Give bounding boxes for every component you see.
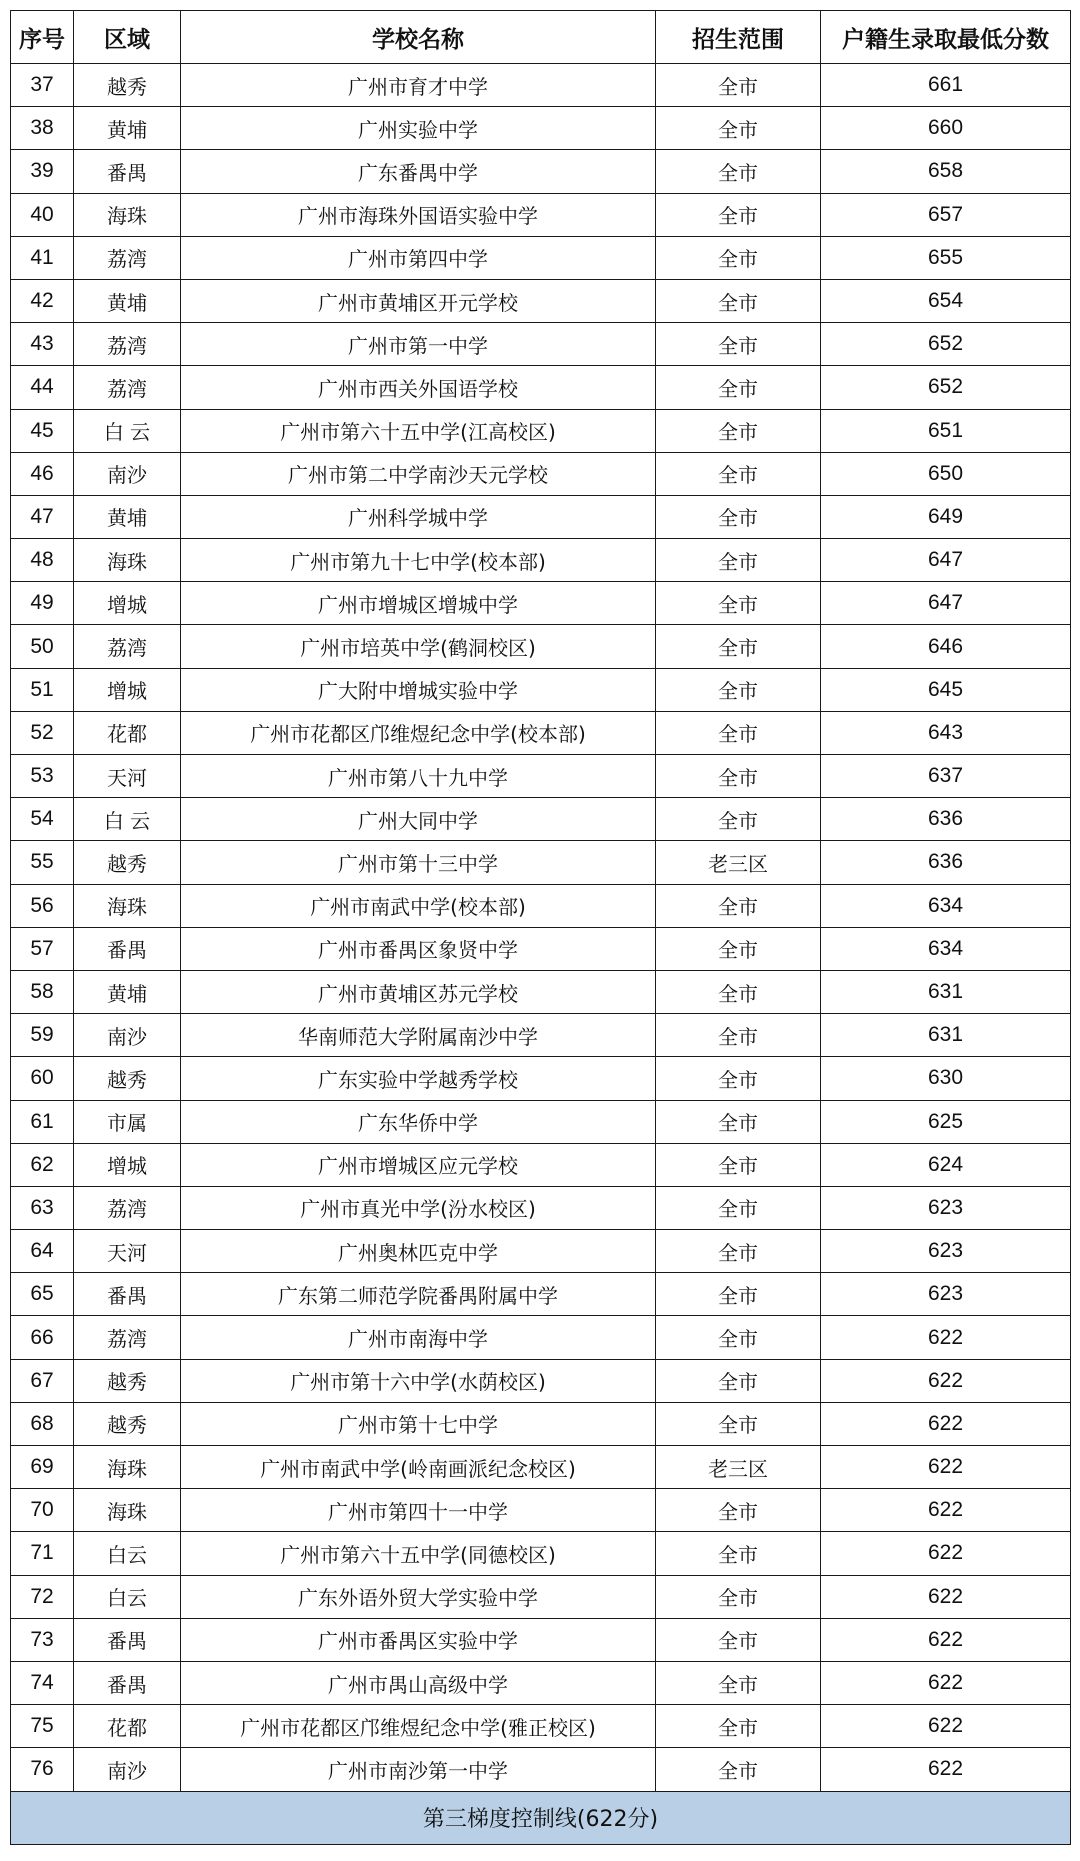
- row-school-name: 广州市增城区应元学校: [181, 1143, 656, 1186]
- row-min-score: 622: [821, 1532, 1071, 1575]
- row-school-name: 广州奥林匹克中学: [181, 1230, 656, 1273]
- row-enrollment-scope: 全市: [656, 1316, 821, 1359]
- row-enrollment-scope: 老三区: [656, 841, 821, 884]
- row-school-name: 广州市禺山高级中学: [181, 1661, 656, 1704]
- row-min-score: 646: [821, 625, 1071, 668]
- row-index: 41: [11, 236, 74, 279]
- row-index: 47: [11, 495, 74, 538]
- row-enrollment-scope: 全市: [656, 1100, 821, 1143]
- row-min-score: 660: [821, 107, 1071, 150]
- row-index: 55: [11, 841, 74, 884]
- row-district: 花都: [74, 1705, 181, 1748]
- row-school-name: 广东番禺中学: [181, 150, 656, 193]
- row-school-name: 广东华侨中学: [181, 1100, 656, 1143]
- row-enrollment-scope: 全市: [656, 798, 821, 841]
- row-school-name: 广州市南沙第一中学: [181, 1748, 656, 1791]
- row-enrollment-scope: 全市: [656, 625, 821, 668]
- row-school-name: 广州市南武中学(岭南画派纪念校区): [181, 1446, 656, 1489]
- table-row: [11, 495, 1071, 538]
- row-enrollment-scope: 全市: [656, 1748, 821, 1791]
- row-index: 60: [11, 1057, 74, 1100]
- row-min-score: 622: [821, 1748, 1071, 1791]
- row-school-name: 广州市第十七中学: [181, 1402, 656, 1445]
- row-enrollment-scope: 全市: [656, 150, 821, 193]
- row-index: 56: [11, 884, 74, 927]
- row-index: 50: [11, 625, 74, 668]
- row-enrollment-scope: 全市: [656, 323, 821, 366]
- row-district: 南沙: [74, 1014, 181, 1057]
- row-index: 62: [11, 1143, 74, 1186]
- row-enrollment-scope: 全市: [656, 1057, 821, 1100]
- table-row: [11, 1748, 1071, 1791]
- row-school-name: 广东实验中学越秀学校: [181, 1057, 656, 1100]
- row-school-name: 广州市南武中学(校本部): [181, 884, 656, 927]
- table-row: [11, 1186, 1071, 1229]
- row-enrollment-scope: 全市: [656, 495, 821, 538]
- row-min-score: 625: [821, 1100, 1071, 1143]
- row-min-score: 622: [821, 1489, 1071, 1532]
- row-district: 黄埔: [74, 970, 181, 1013]
- row-index: 39: [11, 150, 74, 193]
- row-index: 64: [11, 1230, 74, 1273]
- row-index: 71: [11, 1532, 74, 1575]
- row-index: 54: [11, 798, 74, 841]
- row-district: 荔湾: [74, 1316, 181, 1359]
- table-row: [11, 1100, 1071, 1143]
- header-district: 区域: [74, 11, 181, 64]
- table-row: [11, 927, 1071, 970]
- row-district: 荔湾: [74, 236, 181, 279]
- row-school-name: 广州市增城区增城中学: [181, 582, 656, 625]
- row-enrollment-scope: 全市: [656, 755, 821, 798]
- table-row: [11, 1575, 1071, 1618]
- row-enrollment-scope: 全市: [656, 884, 821, 927]
- row-district: 南沙: [74, 452, 181, 495]
- row-min-score: 622: [821, 1618, 1071, 1661]
- row-school-name: 广州市南海中学: [181, 1316, 656, 1359]
- row-min-score: 634: [821, 884, 1071, 927]
- row-district: 白云: [74, 1532, 181, 1575]
- table-row: [11, 1489, 1071, 1532]
- table-row: [11, 539, 1071, 582]
- row-district: 荔湾: [74, 366, 181, 409]
- row-min-score: 622: [821, 1402, 1071, 1445]
- table-row: [11, 711, 1071, 754]
- row-index: 61: [11, 1100, 74, 1143]
- table-row: [11, 452, 1071, 495]
- row-index: 37: [11, 64, 74, 107]
- row-enrollment-scope: 全市: [656, 236, 821, 279]
- table-row: [11, 1057, 1071, 1100]
- admission-score-table: [10, 10, 1071, 1845]
- table-row: [11, 64, 1071, 107]
- control-line-label: 第三梯度控制线(622分): [11, 1791, 1071, 1844]
- row-enrollment-scope: 全市: [656, 927, 821, 970]
- row-index: 53: [11, 755, 74, 798]
- row-enrollment-scope: 全市: [656, 539, 821, 582]
- row-school-name: 广州市海珠外国语实验中学: [181, 193, 656, 236]
- row-min-score: 630: [821, 1057, 1071, 1100]
- row-school-name: 广州市培英中学(鹤洞校区): [181, 625, 656, 668]
- row-district: 荔湾: [74, 625, 181, 668]
- row-school-name: 广大附中增城实验中学: [181, 668, 656, 711]
- row-district: 海珠: [74, 539, 181, 582]
- row-school-name: 广州市花都区邝维煜纪念中学(雅正校区): [181, 1705, 656, 1748]
- row-enrollment-scope: 全市: [656, 1618, 821, 1661]
- row-enrollment-scope: 全市: [656, 1143, 821, 1186]
- row-enrollment-scope: 全市: [656, 366, 821, 409]
- row-min-score: 634: [821, 927, 1071, 970]
- row-school-name: 广州市真光中学(汾水校区): [181, 1186, 656, 1229]
- row-school-name: 广州市第九十七中学(校本部): [181, 539, 656, 582]
- row-district: 白 云: [74, 409, 181, 452]
- row-enrollment-scope: 全市: [656, 1575, 821, 1618]
- row-school-name: 广州市花都区邝维煜纪念中学(校本部): [181, 711, 656, 754]
- table-row: [11, 323, 1071, 366]
- table-row: [11, 1359, 1071, 1402]
- row-index: 65: [11, 1273, 74, 1316]
- row-min-score: 622: [821, 1359, 1071, 1402]
- row-district: 越秀: [74, 1057, 181, 1100]
- row-min-score: 654: [821, 279, 1071, 322]
- row-index: 57: [11, 927, 74, 970]
- header-min-score: 户籍生录取最低分数: [821, 11, 1071, 64]
- row-school-name: 广州实验中学: [181, 107, 656, 150]
- table-row: [11, 625, 1071, 668]
- row-min-score: 624: [821, 1143, 1071, 1186]
- row-school-name: 广州市番禺区象贤中学: [181, 927, 656, 970]
- row-district: 海珠: [74, 1446, 181, 1489]
- row-enrollment-scope: 全市: [656, 1273, 821, 1316]
- row-min-score: 651: [821, 409, 1071, 452]
- row-min-score: 622: [821, 1661, 1071, 1704]
- row-index: 44: [11, 366, 74, 409]
- row-index: 52: [11, 711, 74, 754]
- row-district: 越秀: [74, 841, 181, 884]
- row-district: 越秀: [74, 1359, 181, 1402]
- row-district: 增城: [74, 582, 181, 625]
- row-school-name: 广州市第六十五中学(同德校区): [181, 1532, 656, 1575]
- row-school-name: 广州市番禺区实验中学: [181, 1618, 656, 1661]
- table-row: [11, 1316, 1071, 1359]
- row-index: 73: [11, 1618, 74, 1661]
- table-row: [11, 798, 1071, 841]
- table-row: [11, 582, 1071, 625]
- row-enrollment-scope: 全市: [656, 582, 821, 625]
- row-min-score: 658: [821, 150, 1071, 193]
- row-district: 黄埔: [74, 107, 181, 150]
- row-min-score: 655: [821, 236, 1071, 279]
- row-district: 番禺: [74, 150, 181, 193]
- table-row: [11, 668, 1071, 711]
- row-min-score: 622: [821, 1705, 1071, 1748]
- table-row: [11, 755, 1071, 798]
- row-school-name: 广州市第四中学: [181, 236, 656, 279]
- row-index: 38: [11, 107, 74, 150]
- row-district: 番禺: [74, 1661, 181, 1704]
- row-district: 海珠: [74, 193, 181, 236]
- row-index: 49: [11, 582, 74, 625]
- row-district: 番禺: [74, 1618, 181, 1661]
- row-school-name: 广州科学城中学: [181, 495, 656, 538]
- row-district: 番禺: [74, 1273, 181, 1316]
- row-enrollment-scope: 全市: [656, 452, 821, 495]
- row-district: 市属: [74, 1100, 181, 1143]
- row-min-score: 637: [821, 755, 1071, 798]
- row-district: 荔湾: [74, 323, 181, 366]
- row-index: 40: [11, 193, 74, 236]
- row-district: 黄埔: [74, 495, 181, 538]
- row-district: 南沙: [74, 1748, 181, 1791]
- row-min-score: 636: [821, 841, 1071, 884]
- table-row: [11, 366, 1071, 409]
- row-index: 76: [11, 1748, 74, 1791]
- row-index: 67: [11, 1359, 74, 1402]
- row-district: 增城: [74, 1143, 181, 1186]
- row-min-score: 636: [821, 798, 1071, 841]
- table-row: [11, 1014, 1071, 1057]
- row-min-score: 650: [821, 452, 1071, 495]
- row-district: 白云: [74, 1575, 181, 1618]
- row-index: 70: [11, 1489, 74, 1532]
- table-row: [11, 107, 1071, 150]
- row-min-score: 647: [821, 582, 1071, 625]
- row-enrollment-scope: 全市: [656, 1532, 821, 1575]
- row-min-score: 645: [821, 668, 1071, 711]
- row-enrollment-scope: 全市: [656, 1230, 821, 1273]
- row-school-name: 广州市第十六中学(水荫校区): [181, 1359, 656, 1402]
- row-enrollment-scope: 全市: [656, 107, 821, 150]
- row-index: 72: [11, 1575, 74, 1618]
- row-enrollment-scope: 全市: [656, 1014, 821, 1057]
- admission-score-table-container: [10, 10, 1070, 1845]
- row-min-score: 657: [821, 193, 1071, 236]
- table-row: [11, 236, 1071, 279]
- row-index: 74: [11, 1661, 74, 1704]
- row-enrollment-scope: 全市: [656, 193, 821, 236]
- row-enrollment-scope: 全市: [656, 1489, 821, 1532]
- row-index: 59: [11, 1014, 74, 1057]
- row-district: 天河: [74, 755, 181, 798]
- row-enrollment-scope: 全市: [656, 64, 821, 107]
- table-row: [11, 193, 1071, 236]
- table-row: [11, 1273, 1071, 1316]
- table-row: [11, 1402, 1071, 1445]
- table-row: [11, 884, 1071, 927]
- row-school-name: 广东外语外贸大学实验中学: [181, 1575, 656, 1618]
- table-header-row: [11, 11, 1071, 64]
- row-district: 白 云: [74, 798, 181, 841]
- row-school-name: 广州市第二中学南沙天元学校: [181, 452, 656, 495]
- row-enrollment-scope: 全市: [656, 1402, 821, 1445]
- row-min-score: 652: [821, 366, 1071, 409]
- row-district: 越秀: [74, 64, 181, 107]
- table-row: [11, 970, 1071, 1013]
- row-school-name: 广州市第十三中学: [181, 841, 656, 884]
- row-enrollment-scope: 全市: [656, 1705, 821, 1748]
- row-min-score: 647: [821, 539, 1071, 582]
- row-index: 75: [11, 1705, 74, 1748]
- row-district: 花都: [74, 711, 181, 754]
- table-row: [11, 409, 1071, 452]
- row-enrollment-scope: 老三区: [656, 1446, 821, 1489]
- row-enrollment-scope: 全市: [656, 409, 821, 452]
- row-school-name: 华南师范大学附属南沙中学: [181, 1014, 656, 1057]
- header-enrollment-scope: 招生范围: [656, 11, 821, 64]
- row-school-name: 广东第二师范学院番禺附属中学: [181, 1273, 656, 1316]
- row-min-score: 631: [821, 1014, 1071, 1057]
- control-line-row: [11, 1791, 1071, 1844]
- table-row: [11, 1532, 1071, 1575]
- row-enrollment-scope: 全市: [656, 970, 821, 1013]
- row-index: 48: [11, 539, 74, 582]
- row-district: 越秀: [74, 1402, 181, 1445]
- row-enrollment-scope: 全市: [656, 279, 821, 322]
- row-enrollment-scope: 全市: [656, 1186, 821, 1229]
- row-min-score: 623: [821, 1230, 1071, 1273]
- header-school-name: 学校名称: [181, 11, 656, 64]
- row-district: 海珠: [74, 884, 181, 927]
- row-enrollment-scope: 全市: [656, 711, 821, 754]
- row-district: 天河: [74, 1230, 181, 1273]
- row-index: 66: [11, 1316, 74, 1359]
- row-index: 45: [11, 409, 74, 452]
- row-enrollment-scope: 全市: [656, 1359, 821, 1402]
- row-school-name: 广州市育才中学: [181, 64, 656, 107]
- header-index: 序号: [11, 11, 74, 64]
- table-row: [11, 279, 1071, 322]
- row-district: 荔湾: [74, 1186, 181, 1229]
- row-district: 增城: [74, 668, 181, 711]
- row-school-name: 广州市第八十九中学: [181, 755, 656, 798]
- row-index: 58: [11, 970, 74, 1013]
- table-row: [11, 1661, 1071, 1704]
- row-min-score: 622: [821, 1316, 1071, 1359]
- row-enrollment-scope: 全市: [656, 1661, 821, 1704]
- row-index: 46: [11, 452, 74, 495]
- row-school-name: 广州大同中学: [181, 798, 656, 841]
- row-index: 69: [11, 1446, 74, 1489]
- table-row: [11, 1143, 1071, 1186]
- row-min-score: 649: [821, 495, 1071, 538]
- row-index: 42: [11, 279, 74, 322]
- row-school-name: 广州市黄埔区苏元学校: [181, 970, 656, 1013]
- row-min-score: 652: [821, 323, 1071, 366]
- table-row: [11, 150, 1071, 193]
- row-min-score: 631: [821, 970, 1071, 1013]
- row-district: 黄埔: [74, 279, 181, 322]
- table-row: [11, 1705, 1071, 1748]
- row-district: 海珠: [74, 1489, 181, 1532]
- row-index: 51: [11, 668, 74, 711]
- row-min-score: 661: [821, 64, 1071, 107]
- row-school-name: 广州市第四十一中学: [181, 1489, 656, 1532]
- row-district: 番禺: [74, 927, 181, 970]
- row-index: 43: [11, 323, 74, 366]
- row-school-name: 广州市第一中学: [181, 323, 656, 366]
- row-min-score: 622: [821, 1446, 1071, 1489]
- table-row: [11, 841, 1071, 884]
- row-min-score: 623: [821, 1273, 1071, 1316]
- table-row: [11, 1230, 1071, 1273]
- row-min-score: 643: [821, 711, 1071, 754]
- table-row: [11, 1618, 1071, 1661]
- row-index: 63: [11, 1186, 74, 1229]
- row-school-name: 广州市黄埔区开元学校: [181, 279, 656, 322]
- row-index: 68: [11, 1402, 74, 1445]
- row-min-score: 622: [821, 1575, 1071, 1618]
- row-min-score: 623: [821, 1186, 1071, 1229]
- row-school-name: 广州市第六十五中学(江高校区): [181, 409, 656, 452]
- row-school-name: 广州市西关外国语学校: [181, 366, 656, 409]
- row-enrollment-scope: 全市: [656, 668, 821, 711]
- table-row: [11, 1446, 1071, 1489]
